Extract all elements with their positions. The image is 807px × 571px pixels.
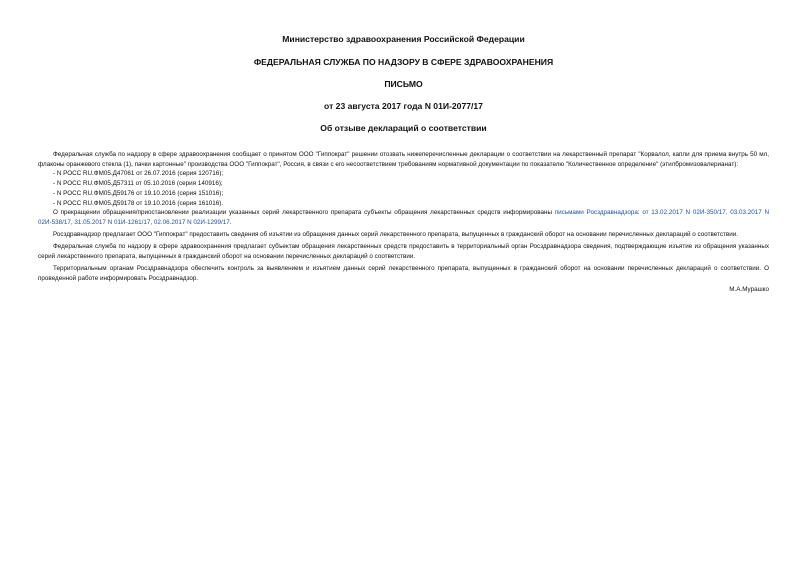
paragraph-notification-end: . [229,218,232,226]
paragraph-notification [38,208,769,227]
letter [38,34,769,299]
document-date-number: от 23 августа 2017 года N 01И-2077/17 [324,101,483,111]
declaration-item: - N РОСС RU.ФМ05.Д59176 от 19.10.2016 (серия 151016); [53,189,224,197]
paragraph-territorial: Территориальным органам Росздравнадзора обеспечить контроль за выявлением и изъятием данных серий лекарственного препарата, выпущенных в гражданский оборот на основании перечисленных деклараций о соответствии. О проведенной работе информировать Росздравнадзор. [38,265,769,282]
declaration-item: - N РОСС RU.ФМ05.Д47061 от 26.07.2016 (серия 120716); [53,170,224,178]
document-type: ПИСЬМО [384,79,423,89]
paragraph-proposal: Росздравнадзор предлагает ООО "Гиппократ" предоставить сведения об изъятии из обращения данных серий лекарственного препарата, выпущенных в гражданский оборот на основании перечисленных деклараций о соответствии. [53,231,738,239]
signature: М.А.Мурашко [729,285,769,293]
declaration-item: - N РОСС RU.ФМ05.Д59178 от 19.10.2016 (серия 161016). [53,199,224,207]
paragraph-intro: Федеральная служба по надзору в сфере здравоохранения сообщает о принятом ООО "Гиппократ" решении отозвать нижеперечисленные декларации о соответствии на лекарственный препарат "Корвалол, капли для приема внутрь 50 мл, флаконы оранжевого стекла (1), пачки картонные" производства ООО "Гиппократ", Россия, в связи с его несоответствием требованиям нормативной документации по показателю "Количественное определение" (этилбромизовалерианат): [38,151,769,168]
document-subject: Об отзыве деклараций о соответствии [320,123,487,133]
ministry-title: Министерство здравоохранения Российской Федерации [282,34,525,44]
paragraph-notification-text: О прекращении обращения/приостановлении реализации указанных серий лекарственного препарата субъекты обращения лекарственных средств информированы [53,209,553,217]
letter-body [38,150,769,284]
service-title: ФЕДЕРАЛЬНАЯ СЛУЖБА ПО НАДЗОРУ В СФЕРЕ ЗДРАВООХРАНЕНИЯ [253,57,554,67]
declarations-list [38,169,769,208]
paragraph-subjects: Федеральная служба по надзору в сфере здравоохранения предлагает субъектам обращения лекарственных средств предоставить в территориальный орган Росздравнадзора сведения, подтверждающие изъятие из обращения указанных серий лекарственного препарата, выпущенных в гражданский оборот на основании перечисленных деклараций о соответствии. [38,243,769,261]
letters-link[interactable]: письмами Росздравнадзора [554,209,638,217]
declaration-item: - N РОСС RU.ФМ05.Д57311 от 05.10.2016 (серия 140916); [53,180,223,188]
letter-dates-link[interactable]: от 13.02.2017 N 02И-350/17, 03.03.2017 N 02И-538/17, 31.05.2017 N 01И-1261/17, 02.06.2017 N 02И-1299/17 [38,209,770,226]
paragraph-notification-colon: : [637,209,640,217]
